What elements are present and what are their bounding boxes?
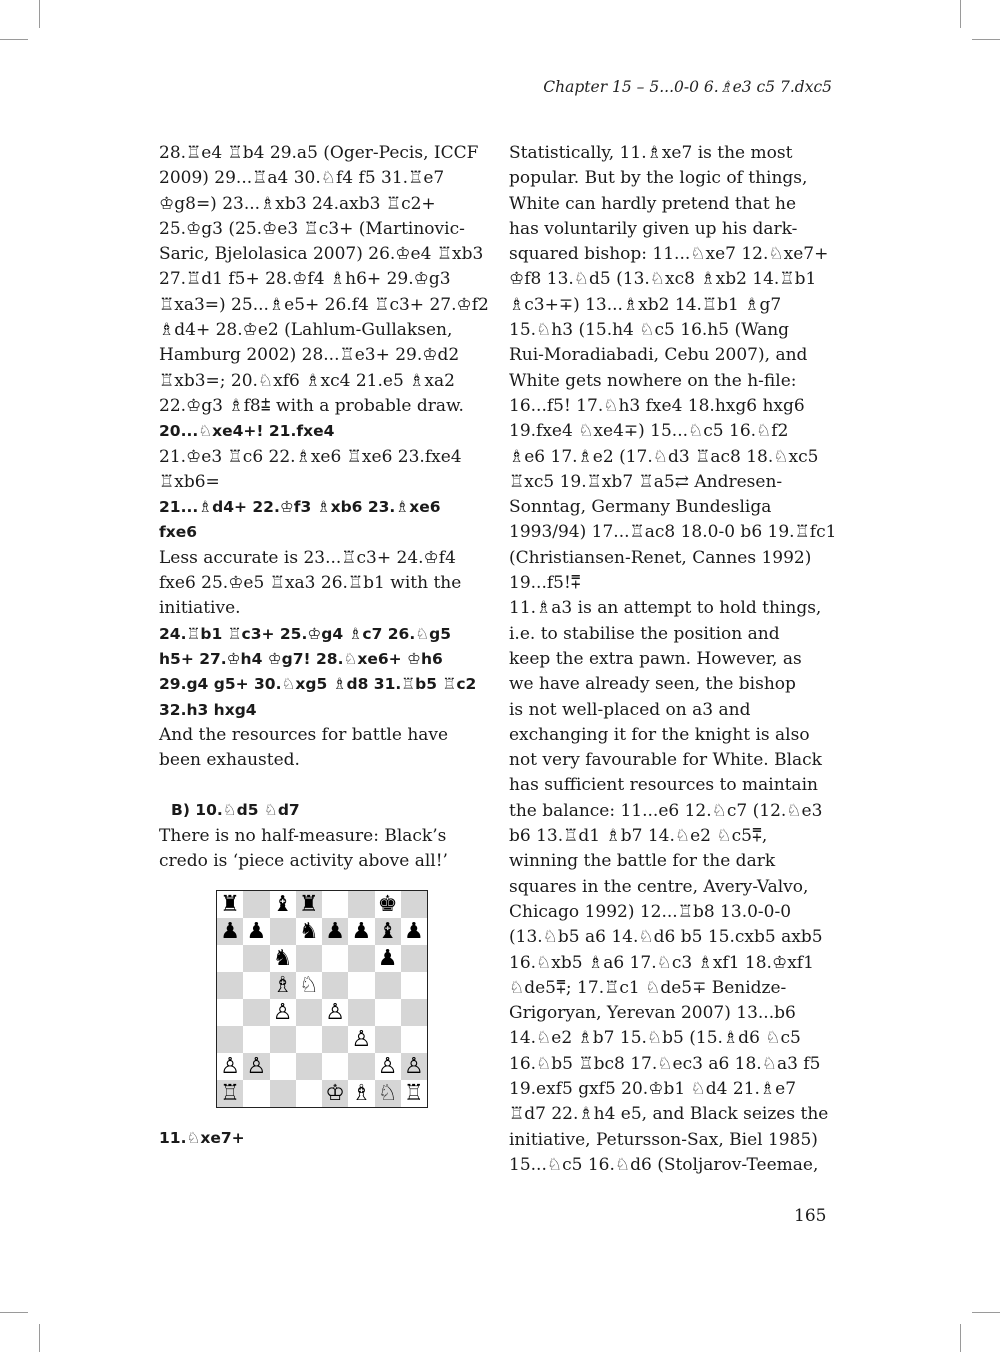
crop-mark bbox=[972, 1312, 1000, 1313]
chess-diagram bbox=[216, 890, 428, 1108]
text-line: ♖xa3=) 25...♗e5+ 26.f4 ♖c3+ 27.♔f2 bbox=[159, 294, 489, 315]
board-square: ♟ bbox=[348, 918, 374, 945]
text-line: winning the battle for the dark bbox=[509, 851, 776, 872]
board-square bbox=[348, 1053, 374, 1080]
board-square bbox=[348, 891, 374, 918]
board-square: ♟ bbox=[217, 918, 243, 945]
text-line: initiative. bbox=[159, 598, 241, 619]
board-square bbox=[217, 999, 243, 1026]
text-line: Statistically, 11.♗xe7 is the most bbox=[509, 143, 793, 163]
main-line-move: h5+ 27.♔h4 ♔g7! 28.♘xe6+ ♔h6 bbox=[159, 649, 443, 668]
board-square bbox=[375, 1026, 401, 1053]
board-square bbox=[401, 999, 427, 1026]
text-line: 21.♔e3 ♖c6 22.♗xe6 ♖xe6 23.fxe4 bbox=[159, 446, 462, 467]
text-line: ♖xb6= bbox=[159, 471, 220, 492]
board-square bbox=[217, 972, 243, 999]
board-square: ♚ bbox=[375, 891, 401, 918]
text-line: popular. But by the logic of things, bbox=[509, 168, 808, 189]
text-line: (13.♘b5 a6 14.♘d6 b5 15.cxb5 axb5 bbox=[509, 927, 823, 948]
text-line: 2009) 29...♖a4 30.♘f4 f5 31.♖e7 bbox=[159, 168, 445, 189]
board-square: ♙ bbox=[401, 1053, 427, 1080]
text-line: not very favourable for White. Black bbox=[509, 750, 822, 771]
main-line-move: 24.♖b1 ♖c3+ 25.♔g4 ♗c7 26.♘g5 bbox=[159, 624, 452, 643]
text-line: White gets nowhere on the h-file: bbox=[509, 370, 797, 391]
board-square bbox=[322, 1053, 348, 1080]
text-line: ♖d7 22.♗h4 e5, and Black seizes the bbox=[509, 1104, 829, 1125]
page-number: 165 bbox=[794, 1206, 827, 1226]
board-square bbox=[270, 918, 296, 945]
board-square: ♘ bbox=[296, 972, 322, 999]
move-after-diagram: 11.♘xe7+ bbox=[159, 1129, 245, 1147]
board-square bbox=[322, 945, 348, 972]
text-line: 16.♘xb5 ♗a6 17.♘c3 ♗xf1 18.♔xf1 bbox=[509, 952, 814, 973]
text-line: Less accurate is 23...♖c3+ 24.♔f4 bbox=[159, 547, 456, 568]
crop-mark bbox=[39, 0, 40, 28]
board-square bbox=[243, 1026, 269, 1053]
paragraph-gap bbox=[159, 773, 504, 798]
text-line: squared bishop: 11...♘xe7 12.♘xe7+ bbox=[509, 244, 829, 265]
board-square bbox=[217, 1026, 243, 1053]
board-square bbox=[243, 972, 269, 999]
text-line: White can hardly pretend that he bbox=[509, 193, 797, 214]
text-line: 27.♖d1 f5+ 28.♔f4 ♗h6+ 29.♔g3 bbox=[159, 269, 451, 290]
board-square bbox=[296, 1080, 322, 1107]
text-line: 11.♗a3 is an attempt to hold things, bbox=[509, 598, 822, 619]
board-square bbox=[296, 999, 322, 1026]
running-header: Chapter 15 – 5...0-0 6.♗e3 c5 7.dxc5 bbox=[543, 78, 832, 96]
board-square bbox=[401, 1026, 427, 1053]
board-square bbox=[243, 945, 269, 972]
text-line: ♗e6 17.♗e2 (17.♘d3 ♖ac8 18.♘xc5 bbox=[509, 446, 819, 467]
board-square: ♜ bbox=[217, 891, 243, 918]
board-square bbox=[348, 972, 374, 999]
board-square bbox=[296, 1053, 322, 1080]
board-square bbox=[270, 1026, 296, 1053]
main-line-move: 20...♘xe4+! 21.fxe4 bbox=[159, 422, 335, 441]
board-square bbox=[375, 999, 401, 1026]
text-line: ♖xc5 19.♖xb7 ♖a5⇄ Andresen- bbox=[509, 471, 783, 492]
text-line: is not well-placed on a3 and bbox=[509, 699, 751, 720]
text-line: 1993/94) 17...♖ac8 18.0-0 b6 19.♖fc1 bbox=[509, 522, 837, 543]
text-line: 15...♘c5 16.♘d6 (Stoljarov-Teemae, bbox=[509, 1154, 819, 1175]
board-square bbox=[270, 1080, 296, 1107]
text-line: There is no half-measure: Black’s bbox=[159, 825, 447, 846]
text-line: (Christiansen-Renet, Cannes 1992) bbox=[509, 547, 812, 568]
text-line: fxe6 25.♔e5 ♖xa3 26.♖b1 with the bbox=[159, 573, 462, 594]
board-square: ♞ bbox=[270, 945, 296, 972]
text-line: i.e. to stabilise the position and bbox=[509, 623, 780, 644]
board-square: ♜ bbox=[296, 891, 322, 918]
text-line: Saric, Bjelolasica 2007) 26.♔e4 ♖xb3 bbox=[159, 244, 484, 265]
text-line: Rui-Moradiabadi, Cebu 2007), and bbox=[509, 345, 808, 366]
left-column bbox=[159, 141, 504, 874]
text-line: Hamburg 2002) 28...♖e3+ 29.♔d2 bbox=[159, 345, 460, 366]
board-square bbox=[322, 891, 348, 918]
text-line: ♖xb3=; 20.♘xf6 ♗xc4 21.e5 ♗xa2 bbox=[159, 370, 455, 391]
board-square: ♙ bbox=[322, 999, 348, 1026]
text-line: initiative, Petursson-Sax, Biel 1985) bbox=[509, 1129, 818, 1150]
text-line: keep the extra pawn. However, as bbox=[509, 648, 802, 669]
text-line: 16.♘b5 ♖bc8 17.♘ec3 a6 18.♘a3 f5 bbox=[509, 1053, 821, 1074]
text-line: b6 13.♖d1 ♗b7 14.♘e2 ♘c5⩱, bbox=[509, 826, 768, 847]
board-square: ♟ bbox=[322, 918, 348, 945]
text-line: 19.exf5 gxf5 20.♔b1 ♘d4 21.♗e7 bbox=[509, 1078, 797, 1099]
board-square bbox=[243, 1080, 269, 1107]
text-line: Sonntag, Germany Bundesliga bbox=[509, 497, 772, 518]
board-square bbox=[243, 999, 269, 1026]
board-square: ♙ bbox=[243, 1053, 269, 1080]
board-square bbox=[401, 891, 427, 918]
main-line-move: 29.g4 g5+ 30.♘xg5 ♗d8 31.♖b5 ♖c2 bbox=[159, 675, 477, 694]
board-square: ♖ bbox=[217, 1080, 243, 1107]
board-square: ♙ bbox=[270, 999, 296, 1026]
board-square bbox=[296, 945, 322, 972]
main-line-move: 21...♗d4+ 22.♔f3 ♗xb6 23.♗xe6 bbox=[159, 498, 441, 517]
text-line: Chicago 1992) 12...♖b8 13.0-0-0 bbox=[509, 901, 792, 922]
crop-mark bbox=[960, 0, 961, 28]
text-line: 28.♖e4 ♖b4 29.a5 (Oger-Pecis, ICCF bbox=[159, 143, 479, 163]
text-line: 25.♔g3 (25.♔e3 ♖c3+ (Martinovic- bbox=[159, 218, 465, 239]
board-square bbox=[270, 1053, 296, 1080]
board-square: ♗ bbox=[348, 1080, 374, 1107]
text-line: been exhausted. bbox=[159, 750, 300, 771]
text-line: ♗c3+∓) 13...♗xb2 14.♖b1 ♗g7 bbox=[509, 294, 782, 315]
text-line: ♔g8=) 23...♗xb3 24.axb3 ♖c2+ bbox=[159, 193, 436, 214]
board-square: ♟ bbox=[243, 918, 269, 945]
crop-mark bbox=[960, 1324, 961, 1352]
section-heading: B) 10.♘d5 ♘d7 bbox=[171, 801, 300, 820]
text-line: 19.fxe4 ♘xe4∓) 15...♘c5 16.♘f2 bbox=[509, 421, 789, 442]
board-square: ♝ bbox=[270, 891, 296, 918]
board-square bbox=[375, 972, 401, 999]
right-column bbox=[509, 141, 844, 1178]
text-line: has voluntarily given up his dark- bbox=[509, 218, 798, 239]
main-line-move: 32.h3 hxg4 bbox=[159, 700, 257, 719]
text-line: 15.♘h3 (15.h4 ♘c5 16.h5 (Wang bbox=[509, 320, 790, 341]
main-line-move: fxe6 bbox=[159, 523, 198, 542]
text-line: ♔f8 13.♘d5 (13.♘xc8 ♗xb2 14.♖b1 bbox=[509, 269, 817, 290]
board-square bbox=[217, 945, 243, 972]
board-square: ♙ bbox=[375, 1053, 401, 1080]
text-line: squares in the centre, Avery-Valvo, bbox=[509, 876, 809, 897]
board-square: ♙ bbox=[217, 1053, 243, 1080]
text-line: exchanging it for the knight is also bbox=[509, 724, 810, 745]
text-line: 22.♔g3 ♗f8⩲ with a probable draw. bbox=[159, 395, 464, 416]
text-line: credo is ‘piece activity above all!’ bbox=[159, 851, 448, 872]
board-square: ♝ bbox=[375, 918, 401, 945]
board-square: ♖ bbox=[401, 1080, 427, 1107]
board-square bbox=[401, 972, 427, 999]
board-square: ♙ bbox=[348, 1026, 374, 1053]
board-square: ♞ bbox=[296, 918, 322, 945]
crop-mark bbox=[39, 1324, 40, 1352]
board-square bbox=[348, 999, 374, 1026]
text-line: 14.♘e2 ♗b7 15.♘b5 (15.♗d6 ♘c5 bbox=[509, 1028, 801, 1049]
text-line: And the resources for battle have bbox=[159, 724, 449, 745]
text-line: the balance: 11...e6 12.♘c7 (12.♘e3 bbox=[509, 800, 823, 821]
board-square bbox=[348, 945, 374, 972]
text-line: ♗d4+ 28.♔e2 (Lahlum-Gullaksen, bbox=[159, 320, 453, 341]
text-line: ♘de5⩱; 17.♖c1 ♘de5∓ Benidze- bbox=[509, 977, 787, 998]
board-square: ♔ bbox=[322, 1080, 348, 1107]
crop-mark bbox=[972, 39, 1000, 40]
text-line: we have already seen, the bishop bbox=[509, 674, 796, 695]
board-square: ♟ bbox=[401, 918, 427, 945]
board-square: ♗ bbox=[270, 972, 296, 999]
board-square bbox=[322, 972, 348, 999]
board-square bbox=[296, 1026, 322, 1053]
board-square bbox=[401, 945, 427, 972]
crop-mark bbox=[0, 39, 28, 40]
text-line: has sufficient resources to maintain bbox=[509, 775, 818, 796]
board-square bbox=[322, 1026, 348, 1053]
board-square bbox=[243, 891, 269, 918]
text-line: 16...f5! 17.♘h3 fxe4 18.hxg6 hxg6 bbox=[509, 395, 805, 416]
text-line: 19...f5!⩱ bbox=[509, 573, 581, 594]
board-square: ♘ bbox=[375, 1080, 401, 1107]
board-square: ♟ bbox=[375, 945, 401, 972]
text-line: Grigoryan, Yerevan 2007) 13...b6 bbox=[509, 1003, 796, 1024]
crop-mark bbox=[0, 1312, 28, 1313]
